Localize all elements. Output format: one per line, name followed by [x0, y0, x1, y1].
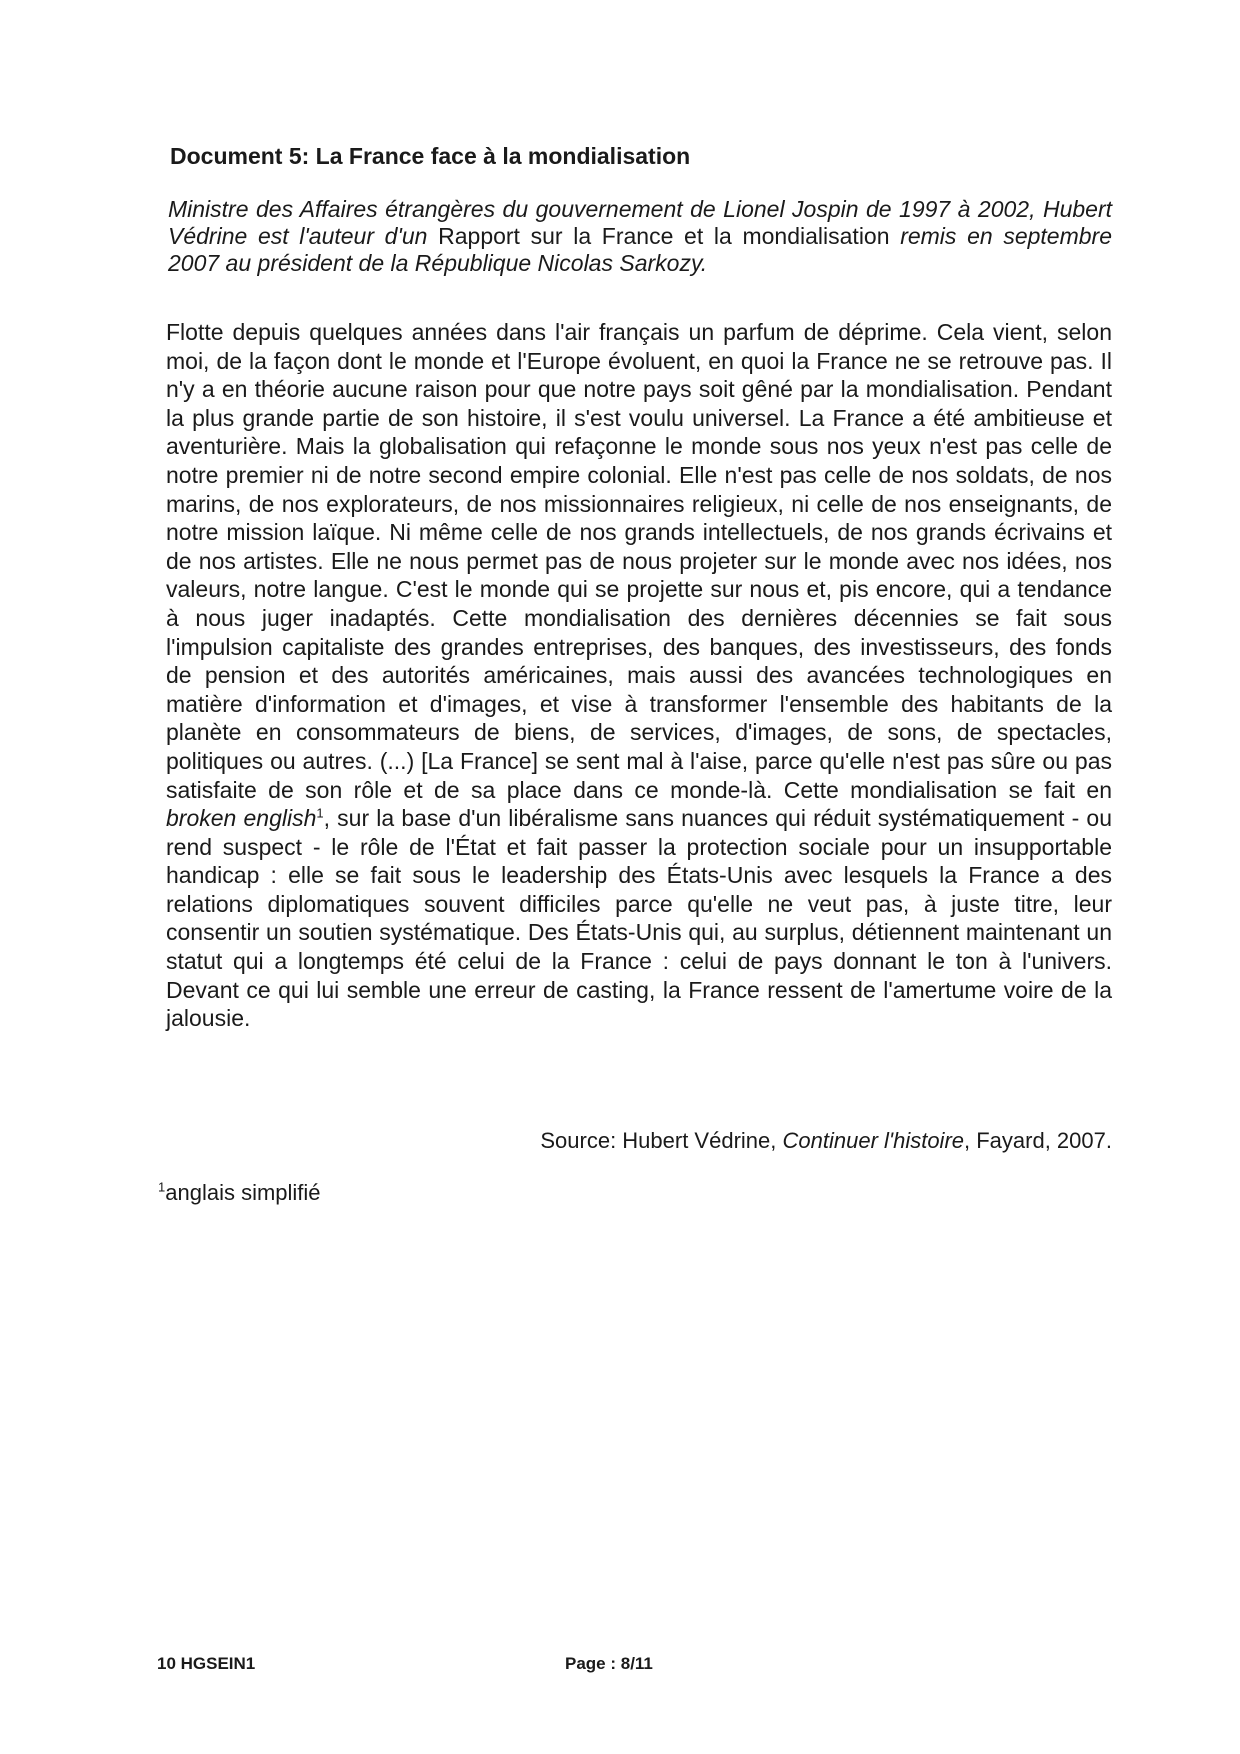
- footnote-reference: 1: [316, 805, 324, 821]
- footnote: [158, 1180, 321, 1206]
- main-text-emphasis: broken english: [166, 805, 317, 832]
- intro-paragraph: [168, 196, 1112, 277]
- source-work-title: Continuer l'histoire: [782, 1128, 965, 1153]
- intro-part-3: remis en septembre 2007 au président de la République Nicolas Sarkozy.: [168, 223, 1112, 276]
- source-prefix: Source: Hubert Védrine,: [540, 1128, 783, 1153]
- intro-part-1: Ministre des Affaires étrangères du gouvernement de Lionel Jospin de 1997 à 2002, Hubert Védrine est l'auteur d'un: [168, 196, 1112, 249]
- footer-page-number: Page : 8/11: [565, 1654, 653, 1673]
- main-text: [166, 318, 1112, 1033]
- source-citation: [540, 1128, 1112, 1154]
- footnote-marker: 1: [158, 1179, 166, 1195]
- footnote-text: anglais simplifié: [165, 1180, 321, 1205]
- footer-code: 10 HGSEIN1: [157, 1654, 256, 1673]
- main-text-part-1: Flotte depuis quelques années dans l'air français un parfum de déprime. Cela vient, selon moi, de la façon dont le monde et l'Europe évoluent, en quoi la France ne se retrouve pas. Il n'y a en théorie aucune raison pour que notre pays soit gêné par la mondialisation. Pendant la plus grande partie de son histoire, il s'est voulu universel. La France a été ambitieuse et aventurière. Mais la globalisation qui refaçonne le monde sous nos yeux n'est pas celle de notre premier ni de notre second empire colonial. Elle n'est pas celle de nos soldats, de nos marins, de nos explorateurs, de nos missionnaires religieux, ni celle de nos enseignants, de notre mission laïque. Ni même celle de nos grands intellectuels, de nos grands écrivains et de nos artistes. Elle ne nous permet pas de nous projeter sur le monde avec nos idées, nos valeurs, notre langue. C'est le monde qui se projette sur nous et, pis encore, qui a tendance à nous juger inadaptés. Cette mondialisation des dernières décennies se fait sous l'impulsion capitaliste des grandes entreprises, des banques, des investisseurs, des fonds de pension et des autorités américaines, mais aussi des avancées technologiques en matière d'information et d'images, et vise à transformer l'ensemble des habitants de la planète en consommateurs de biens, de services, d'images, de sons, de spectacles, politiques ou autres. (...) [La France] se sent mal à l'aise, parce qu'elle n'est pas sûre ou pas satisfaite de son rôle et de sa place dans ce monde-là. Cette mondialisation se fait en: [166, 319, 1112, 803]
- source-suffix: , Fayard, 2007.: [964, 1128, 1112, 1153]
- intro-report-title: Rapport sur la France et la mondialisation: [427, 223, 901, 249]
- document-title: Document 5: La France face à la mondialisation: [170, 143, 691, 169]
- main-text-part-2: , sur la base d'un libéralisme sans nuances qui réduit systématiquement - ou rend suspect - le rôle de l'État et fait passer la protection sociale pour un insupportable handicap : elle se fait sous le leadership des États-Unis avec lesquels la France a des relations diplomatiques souvent difficiles parce qu'elle ne veut pas, à juste titre, leur consentir un soutien systématique. Des États-Unis qui, au surplus, détiennent maintenant un statut qui a longtemps été celui de la France : celui de pays donnant le ton à l'univers. Devant ce qui lui semble une erreur de casting, la France ressent de l'amertume voire de la jalousie.: [166, 805, 1112, 1032]
